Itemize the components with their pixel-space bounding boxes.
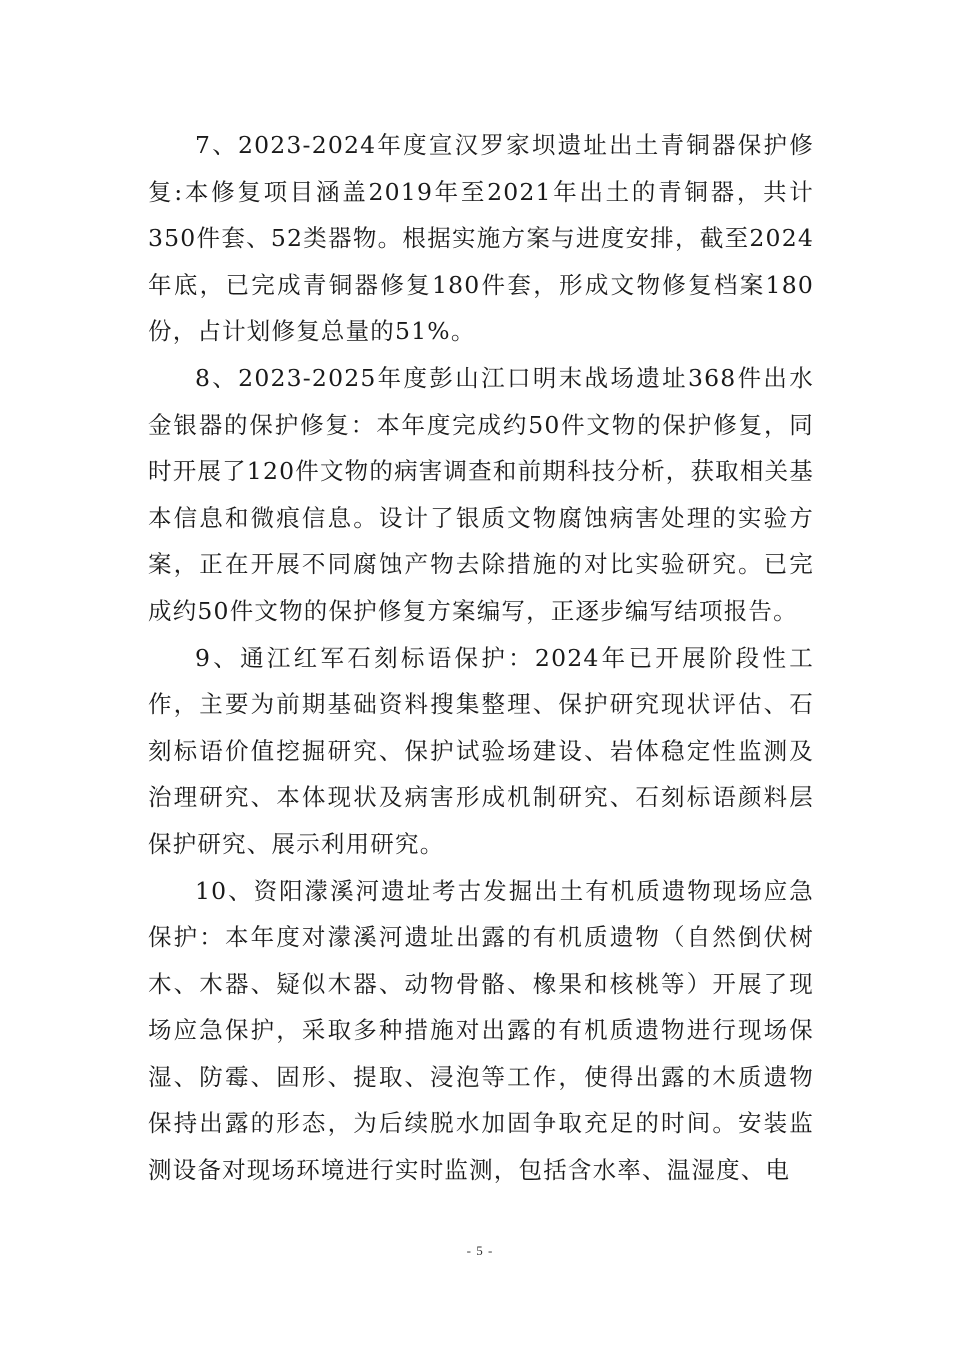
document-body [148, 122, 814, 1194]
paragraph-item-8: 8、2023-2025年度彭山江口明末战场遗址368件出水金银器的保护修复：本年度完成约50件文物的保护修复，同时开展了120件文物的病害调查和前期科技分析，获取相关基本信息和微痕信息。设计了银质文物腐蚀病害处理的实验方案，正在开展不同腐蚀产物去除措施的对比实验研究。已完成约50件文物的保护修复方案编写，正逐步编写结项报告。 [148, 363, 814, 625]
paragraph-item-10: 10、资阳濛溪河遗址考古发掘出土有机质遗物现场应急保护：本年度对濛溪河遗址出露的有机质遗物（自然倒伏树木、木器、疑似木器、动物骨骼、橡果和核桃等）开展了现场应急保护，采取多种措施对出露的有机质遗物进行现场保湿、防霉、固形、提取、浸泡等工作，使得出露的木质遗物保持出露的形态，为后续脱水加固争取充足的时间。安装监测设备对现场环境进行实时监测，包括含水率、温湿度、电 [148, 876, 814, 1185]
paragraph-item-9: 9、通江红军石刻标语保护：2024年已开展阶段性工作，主要为前期基础资料搜集整理、保护研究现状评估、石刻标语价值挖掘研究、保护试验场建设、岩体稳定性监测及治理研究、本体现状及病害形成机制研究、石刻标语颜料层保护研究、展示利用研究。 [148, 643, 814, 858]
page-number: - 5 - [466, 1243, 494, 1258]
paragraph-item-7: 7、2023-2024年度宣汉罗家坝遗址出土青铜器保护修复:本修复项目涵盖2019年至2021年出土的青铜器，共计350件套、52类器物。根据实施方案与进度安排，截至2024年底，已完成青铜器修复180件套，形成文物修复档案180份，占计划修复总量的51%。 [148, 131, 814, 346]
